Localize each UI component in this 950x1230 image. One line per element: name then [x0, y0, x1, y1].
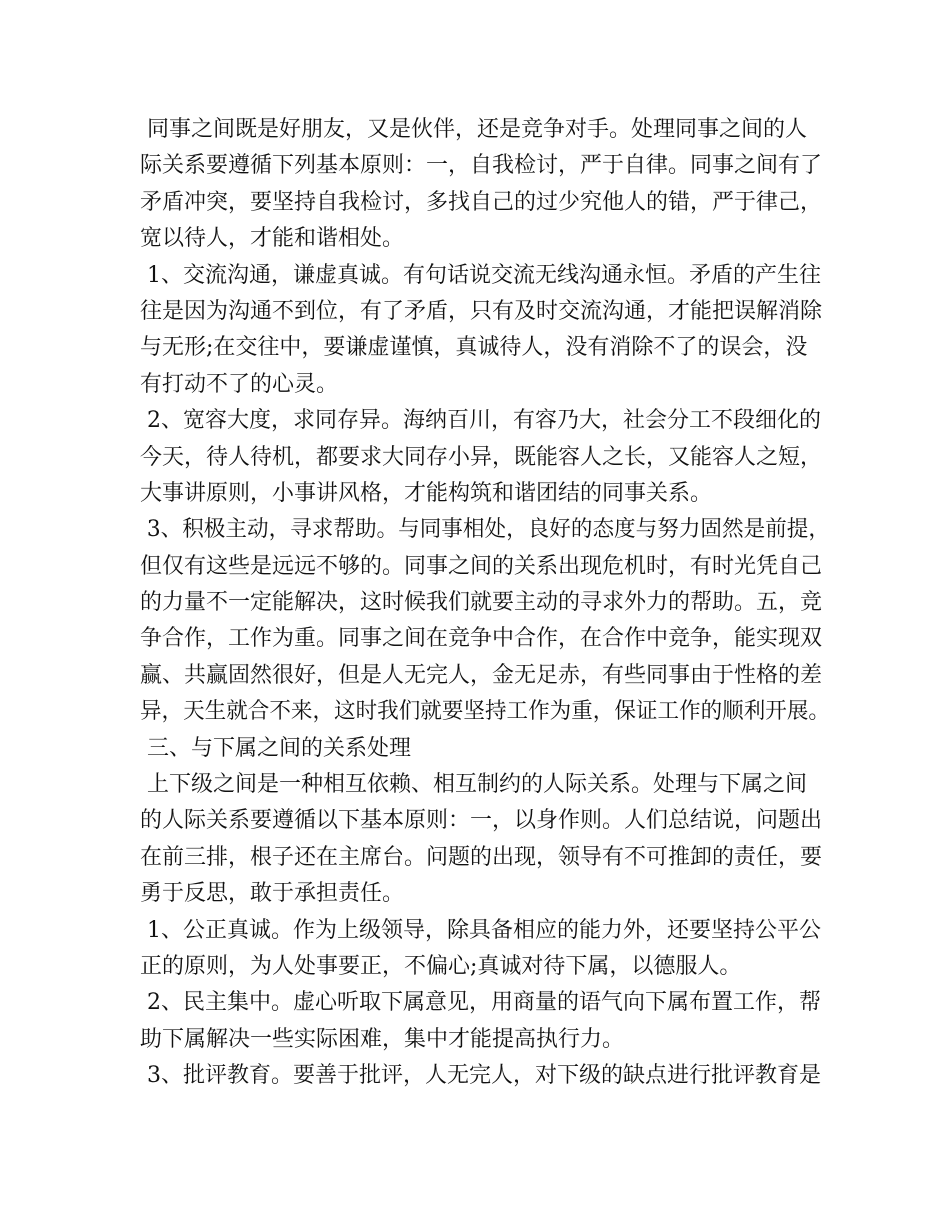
text-line: 1、交流沟通，谦虚真诚。有句话说交流无线沟通永恒。矛盾的产生往: [140, 262, 821, 288]
text-line: 助下属解决一些实际困难，集中才能提高执行力。: [140, 1026, 625, 1052]
section-heading: 三、与下属之间的关系处理: [140, 735, 411, 761]
text-line: 今天，待人待机，都要求大同存小异，既能容人之长，又能容人之短，: [140, 444, 823, 470]
text-line: 宽以待人，才能和谐相处。: [140, 226, 405, 252]
text-line: 矛盾冲突，要坚持自我检讨，多找自己的过少究他人的错，严于律己，: [140, 189, 823, 215]
text-line: 2、民主集中。虚心听取下属意见，用商量的语气向下属布置工作，帮: [140, 990, 821, 1016]
text-line: 3、积极主动，寻求帮助。与同事相处，良好的态度与努力固然是前提，: [140, 517, 830, 543]
text-line: 与无形;在交往中，要谦虚谨慎，真诚待人，没有消除不了的误会，没: [140, 335, 808, 361]
text-line: 异，天生就合不来，这时我们就要坚持工作为重，保证工作的顺利开展。: [140, 699, 831, 725]
text-line: 有打动不了的心灵。: [140, 371, 339, 397]
text-line: 的人际关系要遵循以下基本原则：一，以身作则。人们总结说，问题出: [140, 808, 823, 834]
text-line: 勇于反思，敢于承担责任。: [140, 881, 405, 907]
text-line: 的力量不一定能解决，这时候我们就要主动的寻求外力的帮助。五，竞: [140, 590, 823, 616]
text-line: 2、宽容大度，求同存异。海纳百川，有容乃大，社会分工不段细化的: [140, 408, 821, 434]
text-line: 同事之间既是好朋友，又是伙伴，还是竞争对手。处理同事之间的人: [140, 117, 807, 142]
text-line: 际关系要遵循下列基本原则：一，自我检讨，严于自律。同事之间有了: [140, 153, 823, 179]
text-line: 正的原则，为人处事要正，不偏心;真诚对待下属，以德服人。: [140, 953, 742, 979]
text-line: 赢、共赢固然很好，但是人无完人，金无足赤，有些同事由于性格的差: [140, 662, 823, 688]
text-line: 大事讲原则，小事讲风格，才能构筑和谐团结的同事关系。: [140, 480, 713, 506]
text-line: 争合作，工作为重。同事之间在竞争中合作，在合作中竞争，能实现双: [140, 626, 823, 652]
text-line: 在前三排，根子还在主席台。问题的出现，领导有不可推卸的责任，要: [140, 844, 823, 870]
text-line: 3、批评教育。要善于批评，人无完人，对下级的缺点进行批评教育是: [140, 1063, 821, 1089]
document-body: [140, 112, 830, 1095]
text-line: 1、公正真诚。作为上级领导，除具备相应的能力外，还要坚持公平公: [140, 917, 821, 943]
text-line: 往是因为沟通不到位，有了矛盾，只有及时交流沟通，才能把误解消除: [140, 298, 823, 324]
text-line: 上下级之间是一种相互依赖、相互制约的人际关系。处理与下属之间: [140, 772, 807, 798]
text-line: 但仅有这些是远远不够的。同事之间的关系出现危机时，有时光凭自己: [140, 553, 823, 579]
